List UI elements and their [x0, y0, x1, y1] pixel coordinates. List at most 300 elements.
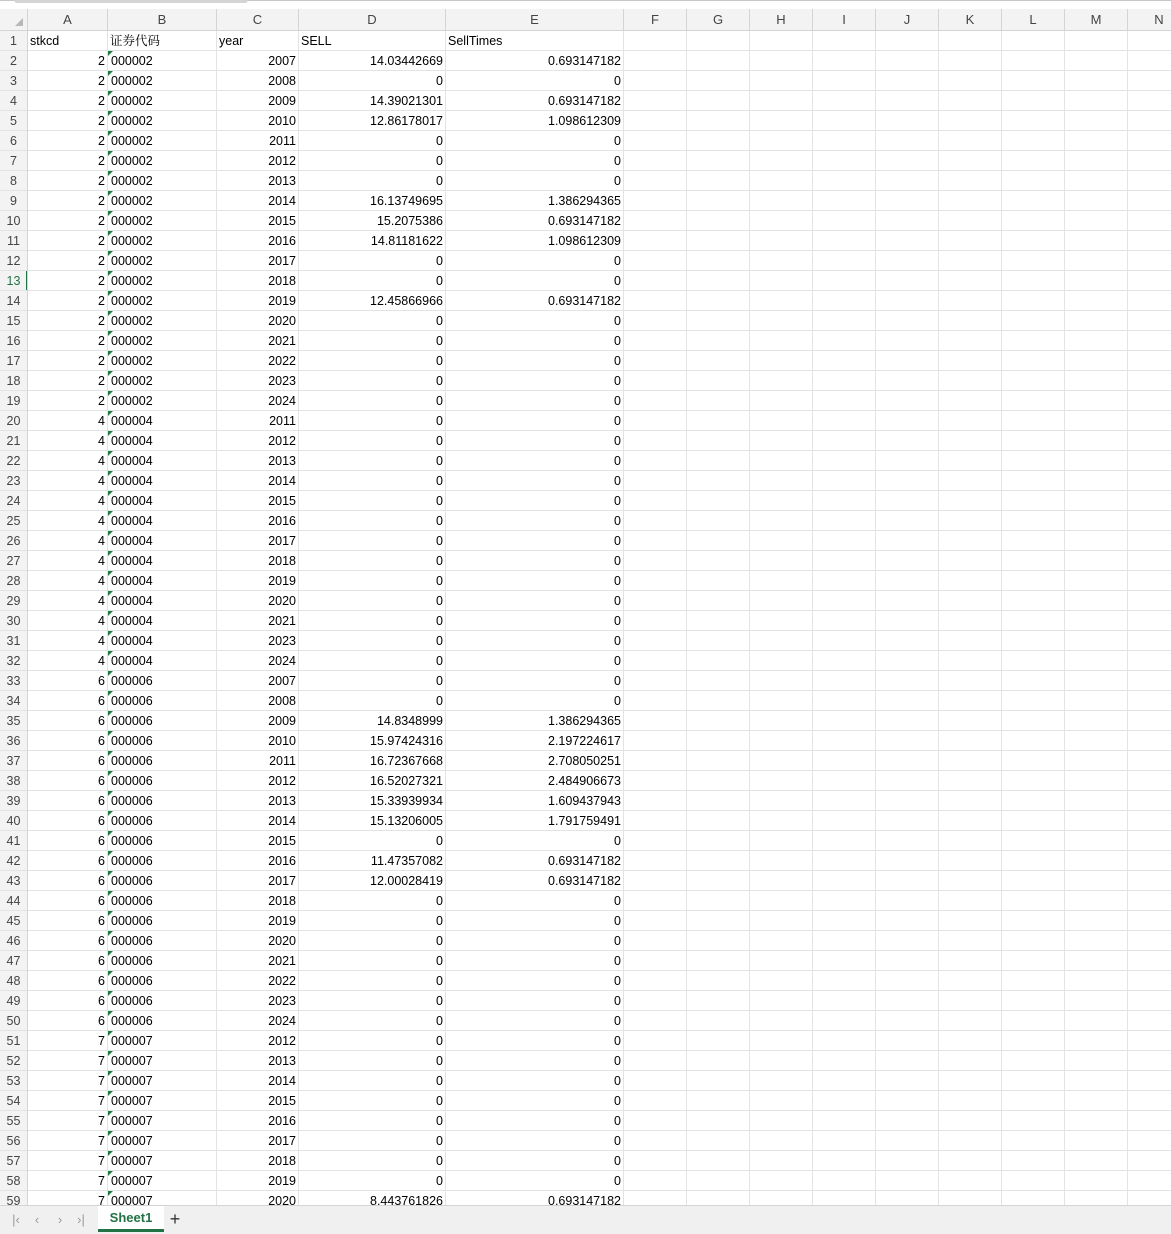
cell-empty[interactable]: [1002, 131, 1065, 151]
cell-empty[interactable]: [750, 231, 813, 251]
cell-empty[interactable]: [1002, 1011, 1065, 1031]
column-header-k[interactable]: K: [939, 9, 1002, 30]
cell-empty[interactable]: [1128, 711, 1171, 731]
cell-empty[interactable]: [1065, 31, 1128, 51]
cell-year[interactable]: [217, 1031, 299, 1051]
cell-empty[interactable]: [687, 271, 750, 291]
cell-empty[interactable]: [876, 51, 939, 71]
cell-empty[interactable]: [1065, 531, 1128, 551]
cell-empty[interactable]: [687, 571, 750, 591]
cell-empty[interactable]: [687, 71, 750, 91]
cell-empty[interactable]: [813, 531, 876, 551]
cell-empty[interactable]: [1002, 271, 1065, 291]
cell-selltimes[interactable]: [446, 731, 624, 751]
cell-empty[interactable]: [876, 471, 939, 491]
row-header[interactable]: 17: [0, 351, 27, 371]
cell-empty[interactable]: [813, 291, 876, 311]
cell-stkcd[interactable]: [28, 1151, 108, 1171]
cell-empty[interactable]: [687, 211, 750, 231]
cell-empty[interactable]: [1065, 611, 1128, 631]
cell-empty[interactable]: [876, 1051, 939, 1071]
cell-sell[interactable]: [299, 871, 446, 891]
cell-empty[interactable]: [876, 411, 939, 431]
cell-empty[interactable]: [624, 271, 687, 291]
cell-empty[interactable]: [813, 71, 876, 91]
cell-empty[interactable]: [1128, 551, 1171, 571]
cell-empty[interactable]: [687, 931, 750, 951]
cell-empty[interactable]: [1065, 151, 1128, 171]
cell-code[interactable]: [108, 131, 217, 151]
column-header-j[interactable]: J: [876, 9, 939, 30]
cell-selltimes[interactable]: [446, 1191, 624, 1205]
cell-empty[interactable]: [813, 671, 876, 691]
cell-selltimes[interactable]: [446, 1171, 624, 1191]
cell-empty[interactable]: [1128, 771, 1171, 791]
cell-year[interactable]: [217, 151, 299, 171]
cell-empty[interactable]: [750, 671, 813, 691]
cell-empty[interactable]: [1128, 631, 1171, 651]
cell-empty[interactable]: [939, 851, 1002, 871]
cell-empty[interactable]: [1002, 331, 1065, 351]
cell-empty[interactable]: [1065, 491, 1128, 511]
cell-empty[interactable]: [687, 351, 750, 371]
cell-code[interactable]: [108, 1151, 217, 1171]
cell-empty[interactable]: [750, 1131, 813, 1151]
cell-empty[interactable]: [687, 1091, 750, 1111]
cell-code[interactable]: [108, 371, 217, 391]
cell-sell[interactable]: [299, 71, 446, 91]
cell-selltimes[interactable]: [446, 811, 624, 831]
cell-empty[interactable]: [750, 731, 813, 751]
row-header[interactable]: 58: [0, 1171, 27, 1191]
cell-empty[interactable]: [939, 71, 1002, 91]
cell-year[interactable]: [217, 211, 299, 231]
cell-empty[interactable]: [687, 171, 750, 191]
cell-empty[interactable]: [813, 651, 876, 671]
cell-selltimes[interactable]: [446, 1051, 624, 1071]
cell-empty[interactable]: [1065, 551, 1128, 571]
cell-empty[interactable]: [1002, 1151, 1065, 1171]
cell-empty[interactable]: [939, 831, 1002, 851]
cell-empty[interactable]: [876, 771, 939, 791]
cell-year[interactable]: [217, 471, 299, 491]
cell-empty[interactable]: [1002, 231, 1065, 251]
cell-empty[interactable]: [813, 791, 876, 811]
cell-empty[interactable]: [1128, 271, 1171, 291]
cell-year[interactable]: [217, 1071, 299, 1091]
cell-empty[interactable]: [1002, 1091, 1065, 1111]
cell-empty[interactable]: [939, 1051, 1002, 1071]
cell-empty[interactable]: [939, 651, 1002, 671]
cell-empty[interactable]: [1128, 1171, 1171, 1191]
cell-empty[interactable]: [1065, 251, 1128, 271]
row-header[interactable]: 59: [0, 1191, 27, 1205]
cell-empty[interactable]: [1065, 651, 1128, 671]
cell-year[interactable]: [217, 1091, 299, 1111]
cell-empty[interactable]: [813, 1051, 876, 1071]
cell-empty[interactable]: [687, 391, 750, 411]
row-header[interactable]: 55: [0, 1111, 27, 1131]
cell-empty[interactable]: [687, 851, 750, 871]
row-header[interactable]: 46: [0, 931, 27, 951]
row-header[interactable]: 44: [0, 891, 27, 911]
cell-empty[interactable]: [1002, 571, 1065, 591]
cell-empty[interactable]: [750, 1091, 813, 1111]
cell-empty[interactable]: [939, 471, 1002, 491]
cell-stkcd[interactable]: [28, 231, 108, 251]
cell-code[interactable]: [108, 231, 217, 251]
cell-stkcd[interactable]: [28, 1051, 108, 1071]
cell-empty[interactable]: [1002, 311, 1065, 331]
cell-empty[interactable]: [813, 411, 876, 431]
cell-stkcd[interactable]: [28, 511, 108, 531]
cell-empty[interactable]: [750, 511, 813, 531]
cell-empty[interactable]: [687, 471, 750, 491]
cell-empty[interactable]: [750, 811, 813, 831]
cell-empty[interactable]: [1002, 811, 1065, 831]
cell-sell[interactable]: [299, 851, 446, 871]
cell-empty[interactable]: [624, 1031, 687, 1051]
cell-empty[interactable]: [1002, 391, 1065, 411]
cell-empty[interactable]: [1065, 631, 1128, 651]
cell-empty[interactable]: [813, 1151, 876, 1171]
cell-empty[interactable]: [750, 111, 813, 131]
cell-code[interactable]: [108, 531, 217, 551]
cell-empty[interactable]: [939, 951, 1002, 971]
cell-empty[interactable]: [1128, 871, 1171, 891]
cell-empty[interactable]: [1128, 511, 1171, 531]
cell-empty[interactable]: [1128, 971, 1171, 991]
cell-empty[interactable]: [876, 971, 939, 991]
next-sheet-nav-icon[interactable]: ›: [57, 1212, 63, 1227]
cell-empty[interactable]: [750, 691, 813, 711]
cell-empty[interactable]: [813, 611, 876, 631]
cell-empty[interactable]: [813, 391, 876, 411]
cell-empty[interactable]: [1128, 151, 1171, 171]
cell-empty[interactable]: [876, 111, 939, 131]
cell-empty[interactable]: [1002, 111, 1065, 131]
cell-empty[interactable]: [1065, 791, 1128, 811]
cell-empty[interactable]: [624, 391, 687, 411]
cell-empty[interactable]: [750, 871, 813, 891]
cell-sell[interactable]: [299, 591, 446, 611]
cell-selltimes[interactable]: [446, 1071, 624, 1091]
prev-sheet-nav-icon[interactable]: ‹: [34, 1212, 40, 1227]
cell-empty[interactable]: [687, 51, 750, 71]
cell-empty[interactable]: [876, 1171, 939, 1191]
cell-stkcd[interactable]: [28, 1111, 108, 1131]
cell-empty[interactable]: [1065, 771, 1128, 791]
cell-year[interactable]: [217, 191, 299, 211]
cell-stkcd[interactable]: [28, 271, 108, 291]
cell-sell[interactable]: [299, 1071, 446, 1091]
cell-empty[interactable]: [876, 431, 939, 451]
cell-empty[interactable]: [624, 491, 687, 511]
cell-empty[interactable]: [813, 631, 876, 651]
cell-year[interactable]: [217, 1011, 299, 1031]
cell-empty[interactable]: [939, 971, 1002, 991]
cell-year[interactable]: [217, 411, 299, 431]
cell-selltimes[interactable]: [446, 751, 624, 771]
cell-empty[interactable]: [624, 171, 687, 191]
cell-code[interactable]: [108, 791, 217, 811]
cell-empty[interactable]: [1002, 871, 1065, 891]
cell-empty[interactable]: [939, 591, 1002, 611]
cell-stkcd[interactable]: [28, 311, 108, 331]
cell-empty[interactable]: [813, 1191, 876, 1205]
cell-stkcd[interactable]: [28, 831, 108, 851]
cell-empty[interactable]: [1065, 951, 1128, 971]
cell-empty[interactable]: [876, 71, 939, 91]
cell-empty[interactable]: [624, 231, 687, 251]
cell-empty[interactable]: [687, 691, 750, 711]
cell-empty[interactable]: [1065, 51, 1128, 71]
cell-empty[interactable]: [813, 571, 876, 591]
cell-stkcd[interactable]: [28, 1131, 108, 1151]
cell-empty[interactable]: [750, 391, 813, 411]
cell-selltimes[interactable]: [446, 511, 624, 531]
cell-empty[interactable]: [624, 851, 687, 871]
cell-selltimes[interactable]: [446, 51, 624, 71]
cell-empty[interactable]: [876, 1091, 939, 1111]
cell-empty[interactable]: [876, 951, 939, 971]
cell-empty[interactable]: [939, 491, 1002, 511]
cell-code[interactable]: [108, 311, 217, 331]
cell-empty[interactable]: [939, 411, 1002, 431]
cell-code[interactable]: [108, 851, 217, 871]
cell-empty[interactable]: [750, 631, 813, 651]
cell-empty[interactable]: [1002, 411, 1065, 431]
cell-empty[interactable]: [876, 671, 939, 691]
cell-empty[interactable]: [1002, 1051, 1065, 1071]
cell-year[interactable]: [217, 931, 299, 951]
cell-code[interactable]: [108, 391, 217, 411]
cell-empty[interactable]: [1065, 731, 1128, 751]
cell-empty[interactable]: [1128, 911, 1171, 931]
cell-empty[interactable]: [1128, 591, 1171, 611]
cell-year[interactable]: [217, 791, 299, 811]
cell-empty[interactable]: [876, 631, 939, 651]
cell-empty[interactable]: [1002, 711, 1065, 731]
cell-empty[interactable]: [876, 371, 939, 391]
cell-sell[interactable]: [299, 431, 446, 451]
column-header-h[interactable]: H: [750, 9, 813, 30]
cell-sell[interactable]: [299, 1011, 446, 1031]
cell-empty[interactable]: [1128, 111, 1171, 131]
cell-selltimes[interactable]: [446, 531, 624, 551]
cell-empty[interactable]: [750, 891, 813, 911]
cell-selltimes[interactable]: [446, 451, 624, 471]
cell-empty[interactable]: [1065, 411, 1128, 431]
cell-empty[interactable]: [750, 251, 813, 271]
cell-empty[interactable]: [624, 611, 687, 631]
cell-empty[interactable]: [876, 251, 939, 271]
scroll-thumb[interactable]: [14, 0, 248, 3]
cell-year[interactable]: [217, 911, 299, 931]
cell-empty[interactable]: [687, 831, 750, 851]
cell-code[interactable]: [108, 251, 217, 271]
cell-selltimes[interactable]: [446, 671, 624, 691]
row-header[interactable]: 54: [0, 1091, 27, 1111]
cell-empty[interactable]: [1128, 671, 1171, 691]
cell-stkcd[interactable]: [28, 151, 108, 171]
cell-empty[interactable]: [1065, 331, 1128, 351]
cell-empty[interactable]: [750, 1011, 813, 1031]
header-cell-sell[interactable]: [299, 31, 446, 51]
cell-empty[interactable]: [687, 1171, 750, 1191]
cell-year[interactable]: [217, 531, 299, 551]
cell-year[interactable]: [217, 271, 299, 291]
cell-empty[interactable]: [1002, 911, 1065, 931]
cell-empty[interactable]: [624, 711, 687, 731]
cell-empty[interactable]: [813, 311, 876, 331]
cell-empty[interactable]: [687, 631, 750, 651]
cell-empty[interactable]: [624, 691, 687, 711]
cell-code[interactable]: [108, 891, 217, 911]
column-header-d[interactable]: D: [299, 9, 446, 30]
cell-empty[interactable]: [750, 1071, 813, 1091]
cell-empty[interactable]: [876, 351, 939, 371]
cell-sell[interactable]: [299, 291, 446, 311]
cell-code[interactable]: [108, 971, 217, 991]
cell-code[interactable]: [108, 731, 217, 751]
column-header-f[interactable]: F: [624, 9, 687, 30]
row-header[interactable]: 47: [0, 951, 27, 971]
cell-empty[interactable]: [1002, 891, 1065, 911]
row-header[interactable]: 28: [0, 571, 27, 591]
cell-code[interactable]: [108, 811, 217, 831]
cell-sell[interactable]: [299, 231, 446, 251]
cell-empty[interactable]: [813, 351, 876, 371]
cell-empty[interactable]: [750, 951, 813, 971]
cell-empty[interactable]: [1128, 791, 1171, 811]
cell-stkcd[interactable]: [28, 491, 108, 511]
cell-year[interactable]: [217, 951, 299, 971]
row-header[interactable]: 21: [0, 431, 27, 451]
cell-empty[interactable]: [1128, 1091, 1171, 1111]
cell-empty[interactable]: [1002, 951, 1065, 971]
cell-empty[interactable]: [1002, 611, 1065, 631]
cell-empty[interactable]: [750, 311, 813, 331]
cell-year[interactable]: [217, 491, 299, 511]
cell-selltimes[interactable]: [446, 771, 624, 791]
cell-sell[interactable]: [299, 811, 446, 831]
cell-empty[interactable]: [813, 771, 876, 791]
cell-empty[interactable]: [1002, 991, 1065, 1011]
cell-sell[interactable]: [299, 1031, 446, 1051]
column-header-b[interactable]: B: [108, 9, 217, 30]
cell-stkcd[interactable]: [28, 871, 108, 891]
row-header[interactable]: 49: [0, 991, 27, 1011]
cell-empty[interactable]: [687, 491, 750, 511]
cell-code[interactable]: [108, 571, 217, 591]
cell-empty[interactable]: [939, 671, 1002, 691]
cell-year[interactable]: [217, 1051, 299, 1071]
cell-empty[interactable]: [1065, 271, 1128, 291]
cell-empty[interactable]: [750, 71, 813, 91]
cell-empty[interactable]: [687, 891, 750, 911]
cell-empty[interactable]: [624, 811, 687, 831]
cell-empty[interactable]: [687, 611, 750, 631]
cell-selltimes[interactable]: [446, 871, 624, 891]
cell-empty[interactable]: [624, 671, 687, 691]
cell-empty[interactable]: [1002, 31, 1065, 51]
cell-empty[interactable]: [687, 1051, 750, 1071]
cell-sell[interactable]: [299, 351, 446, 371]
cell-empty[interactable]: [750, 711, 813, 731]
cell-empty[interactable]: [624, 1151, 687, 1171]
row-header[interactable]: 33: [0, 671, 27, 691]
cell-empty[interactable]: [687, 151, 750, 171]
cell-empty[interactable]: [1128, 371, 1171, 391]
cell-selltimes[interactable]: [446, 571, 624, 591]
cell-empty[interactable]: [1128, 211, 1171, 231]
cell-empty[interactable]: [1002, 851, 1065, 871]
cell-empty[interactable]: [939, 731, 1002, 751]
cell-empty[interactable]: [1002, 91, 1065, 111]
cell-empty[interactable]: [1128, 531, 1171, 551]
cell-empty[interactable]: [750, 911, 813, 931]
cell-empty[interactable]: [876, 911, 939, 931]
cell-empty[interactable]: [939, 191, 1002, 211]
cell-empty[interactable]: [876, 31, 939, 51]
cell-year[interactable]: [217, 331, 299, 351]
cell-empty[interactable]: [750, 851, 813, 871]
cell-stkcd[interactable]: [28, 611, 108, 631]
cell-empty[interactable]: [939, 631, 1002, 651]
cell-empty[interactable]: [687, 591, 750, 611]
cell-empty[interactable]: [1065, 851, 1128, 871]
cell-empty[interactable]: [939, 871, 1002, 891]
cell-empty[interactable]: [813, 811, 876, 831]
cell-sell[interactable]: [299, 331, 446, 351]
row-header[interactable]: 50: [0, 1011, 27, 1031]
cell-empty[interactable]: [1128, 131, 1171, 151]
header-cell-stkcd[interactable]: [28, 31, 108, 51]
cell-empty[interactable]: [1065, 811, 1128, 831]
cell-empty[interactable]: [1002, 451, 1065, 471]
cell-empty[interactable]: [813, 911, 876, 931]
cell-code[interactable]: [108, 431, 217, 451]
cell-empty[interactable]: [750, 591, 813, 611]
cell-empty[interactable]: [750, 971, 813, 991]
cell-sell[interactable]: [299, 891, 446, 911]
cell-empty[interactable]: [750, 411, 813, 431]
cell-stkcd[interactable]: [28, 291, 108, 311]
cell-empty[interactable]: [939, 91, 1002, 111]
cell-empty[interactable]: [1065, 451, 1128, 471]
cell-selltimes[interactable]: [446, 891, 624, 911]
cell-empty[interactable]: [1065, 671, 1128, 691]
cell-empty[interactable]: [750, 651, 813, 671]
cell-empty[interactable]: [939, 691, 1002, 711]
cell-stkcd[interactable]: [28, 891, 108, 911]
cell-empty[interactable]: [813, 491, 876, 511]
cell-sell[interactable]: [299, 511, 446, 531]
cell-empty[interactable]: [750, 51, 813, 71]
cell-empty[interactable]: [750, 551, 813, 571]
cell-empty[interactable]: [750, 771, 813, 791]
cell-empty[interactable]: [1002, 751, 1065, 771]
cell-empty[interactable]: [813, 211, 876, 231]
cell-empty[interactable]: [1065, 831, 1128, 851]
row-header[interactable]: 37: [0, 751, 27, 771]
cell-stkcd[interactable]: [28, 451, 108, 471]
cell-empty[interactable]: [813, 851, 876, 871]
cell-empty[interactable]: [687, 1191, 750, 1205]
cell-empty[interactable]: [750, 931, 813, 951]
cell-stkcd[interactable]: [28, 931, 108, 951]
